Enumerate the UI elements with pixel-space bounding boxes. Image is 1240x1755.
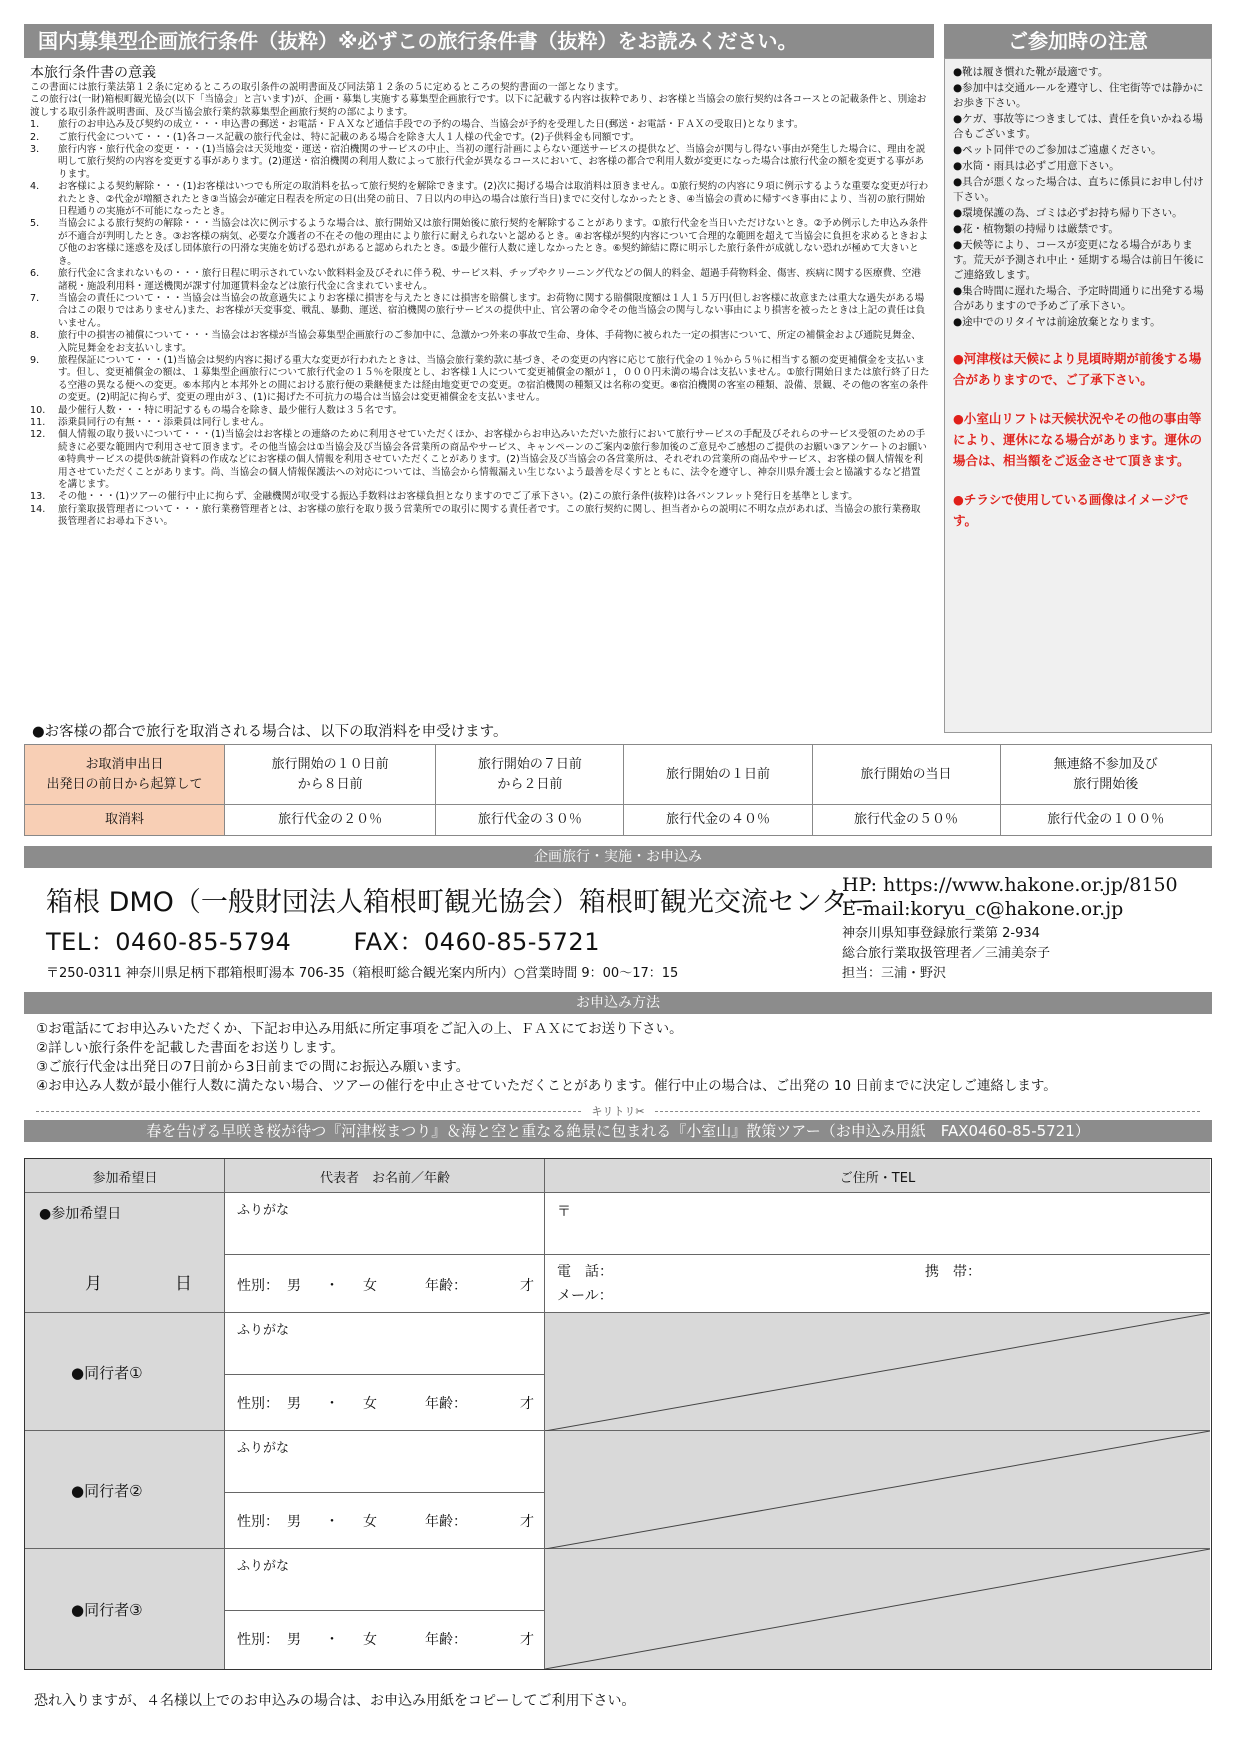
- cancel-caption: ●お客様の都合で旅行を取消される場合は、以下の取消料を申受けます。: [32, 724, 508, 740]
- terms-item-number: 7．: [30, 292, 46, 304]
- rep-sai: 才: [520, 1278, 534, 1294]
- diagonal-strike: [545, 1431, 1210, 1549]
- terms-item-text: 旅行のお申込み及び契約の成立・・・申込書の郵送・お電話・ＦＡＸなど通信手段での予約の場合、当協会が予約を受理した日(郵送・お電話・ＦＡＸの受取日)となります。: [58, 119, 804, 131]
- terms-item-text: 添乗員同行の有無・・・添乗員は同行しません。: [58, 416, 270, 428]
- application-form: [24, 1158, 1212, 1670]
- cancel-fee: 旅行代金の１００％: [1000, 805, 1211, 836]
- companion-female[interactable]: 女: [363, 1514, 377, 1530]
- companion-gender-label: 性別：: [237, 1632, 279, 1648]
- form-head-name-label: 代表者 お名前／年齢: [319, 1171, 450, 1186]
- terms-item-number: 5．: [30, 218, 46, 230]
- note-important: ●小室山リフトは天候状況やその他の事由等により、運休になる場合があります。運休の場合は、相当額をご返金させて頂きます。: [953, 411, 1203, 468]
- cancel-label-head: [25, 745, 225, 805]
- terms-item-text: 旅行代金に含まれないもの・・・旅行日程に明示されていない飲料料金及びそれに伴う税、サービス料、チップやクリーニング代などの個人的料金、超過手荷物料金、傷害、疾病に関する医療費、空港諸税・施設利用料・運送機関が課す付加運賃料金などは旅行代金に含まれていません。: [58, 268, 921, 292]
- rep-gender-age-cell[interactable]: [225, 1255, 545, 1313]
- companion-age-label: 年齢：: [425, 1632, 467, 1648]
- rep-day: 日: [175, 1274, 192, 1294]
- terms-item-number: 3．: [30, 144, 46, 156]
- companion-gender-label: 性別：: [237, 1514, 279, 1530]
- companion-furigana: ふりがな: [237, 1323, 290, 1338]
- companion-label-cell: [25, 1431, 225, 1549]
- cancel-fee: 旅行代金の５０％: [812, 805, 1000, 836]
- cut-line: [36, 1104, 1200, 1118]
- terms-intro-2: この旅行は(一財)箱根町観光協会(以下「当協会」と言います)が、企画・募集し実施する募集型企画旅行です。以下に記載する内容は抜粋であり、お客様と当協会の旅行契約は各コースとの記載条件と、別途お渡しする取引条件説明書面、及び当協会旅行業約款募集型企画旅行契約の部によります。: [30, 94, 927, 118]
- cancel-col-head-2: 旅行開始後: [1073, 776, 1139, 792]
- registration-number: 神奈川県知事登録旅行業第 2-934: [842, 926, 1040, 941]
- notes-panel: [944, 58, 1212, 733]
- notes-header: ご参加時の注意: [944, 24, 1212, 58]
- companion-gender-label: 性別：: [237, 1396, 279, 1412]
- rep-date-label: ●参加希望日: [39, 1206, 122, 1222]
- terms-item-number: 4．: [30, 181, 46, 193]
- cancel-col-head: [225, 745, 436, 805]
- cancel-fee-row: [25, 805, 1212, 836]
- companion-label: ●同行者③: [71, 1601, 143, 1619]
- rep-name-cell[interactable]: [225, 1193, 545, 1255]
- diagonal-strike: [545, 1313, 1210, 1431]
- companion-gender-age-cell[interactable]: [225, 1493, 545, 1549]
- companion-age-label: 年齢：: [425, 1514, 467, 1530]
- terms-item-text: ご旅行代金について・・・(1)各コース記載の旅行代金は、特に記載のある場合を除き大人１人様の代金です。(2)子供料金も同額です。: [58, 131, 640, 143]
- companion-dot: ・: [325, 1632, 339, 1648]
- rep-phone-cell[interactable]: [545, 1255, 1210, 1313]
- companion-name-cell[interactable]: [225, 1549, 545, 1611]
- companion-dot: ・: [325, 1396, 339, 1412]
- rep-mobile-label: 携 帯：: [925, 1264, 981, 1280]
- cancel-fee: 旅行代金の２０％: [225, 805, 436, 836]
- terms-item: [30, 491, 930, 503]
- terms-item: [30, 181, 930, 218]
- cancel-fee: 旅行代金の４０％: [624, 805, 812, 836]
- cancel-col-head: [624, 745, 812, 805]
- cancel-col-head-1: 旅行開始の１日前: [665, 766, 770, 782]
- travel-manager: 総合旅行業取扱管理者／三浦美奈子: [842, 946, 1051, 961]
- companion-address-cell-disabled: [545, 1549, 1210, 1669]
- note-important: ●河津桜は天候により見頃時期が前後する場合がありますので、ご了承下さい。: [953, 351, 1202, 387]
- companion-label: ●同行者①: [71, 1364, 143, 1382]
- cut-label: キリトリ✂: [591, 1105, 645, 1118]
- cancel-col-head-2: から２日前: [497, 776, 563, 792]
- apply-step: ④お申込み人数が最小催行人数に満たない場合、ツアーの催行を中止させていただくことがあります。催行中止の場合は、ご出発の 10 日前までに決定しご連絡します。: [36, 1078, 1057, 1094]
- note-item: ●環境保護の為、ゴミは必ずお持ち帰り下さい。: [953, 207, 1183, 219]
- cancel-col-head-1: 旅行開始の当日: [860, 766, 952, 782]
- rep-male[interactable]: 男: [287, 1278, 301, 1294]
- organizer-registration: [842, 924, 1050, 984]
- terms-item: [30, 330, 930, 355]
- terms-item-number: 10.: [30, 404, 46, 416]
- terms-item-number: 12.: [30, 429, 46, 441]
- rep-gender-label: 性別：: [237, 1278, 279, 1294]
- apply-step: ①お電話にてお申込みいただくか、下記お申込み用紙に所定事項をご記入の上、ＦＡＸにてお送り下さい。: [36, 1021, 683, 1037]
- cancel-label-head-2: 出発日の前日から起算して: [46, 776, 203, 792]
- terms-item: [30, 293, 930, 330]
- terms-item-number: 6．: [30, 268, 46, 280]
- cancel-col-head: [812, 745, 1000, 805]
- terms-item-text: 当協会による旅行契約の解除・・・当協会は次に例示するような場合は、旅行開始又は旅行開始後に旅行契約を解除することがあります。①旅行代金を当日いただけないとき。②予め例示した申込み条件が不適合が判明したとき。③お客様の病気、必要な介護者の不在その他の理由により旅行に耐えられないと認めるとき。④お客様が契約内容について合理的な範囲を超えて当協会に負担を求めるときおよび他のお客様に迷惑を及ぼし団体旅行の円滑な実施を妨げる恐れがあると認められたとき。⑤最少催行人数に達しなかったとき。⑥契約締結に際に明示した旅行条件が成就しない恐れが極めて大きいとき。: [58, 218, 929, 267]
- rep-age-label: 年齢：: [425, 1278, 467, 1294]
- rep-month: 月: [85, 1274, 102, 1294]
- terms-item-text: 旅行中の損害の補償について・・・当協会はお客様が当協会募集型企画旅行のご参加中に、急激かつ外来の事故で生命、身体、手荷物に被られた一定の損害について、所定の補償金および通院見舞金、入院見舞金をお支払いします。: [58, 330, 921, 354]
- cancel-label-head-1: お取消申出日: [85, 756, 164, 772]
- terms-item-number: 2．: [30, 131, 46, 143]
- companion-furigana: ふりがな: [237, 1559, 290, 1574]
- terms-item: [30, 355, 930, 405]
- note-important: ●チラシで使用している画像はイメージです。: [953, 492, 1189, 528]
- companions: [25, 1313, 1210, 1669]
- cancel-col-head-1: 旅行開始の１０日前: [271, 756, 389, 772]
- note-item: ●水筒・雨具は必ずご用意下さい。: [953, 160, 1120, 172]
- organizer-bar: 企画旅行・実施・お申込み: [24, 846, 1212, 868]
- staff: 担当：三浦・野沢: [842, 966, 947, 981]
- terms-item-number: 9．: [30, 354, 46, 366]
- terms-item: [30, 405, 930, 417]
- terms-item: [30, 132, 930, 144]
- form-head-date-label: 参加希望日: [92, 1171, 158, 1186]
- rep-phone-label: 電 話：: [557, 1264, 613, 1280]
- note-item: ●ペット同伴でのご参加はご遠慮ください。: [953, 144, 1162, 156]
- companion-male[interactable]: 男: [287, 1632, 301, 1648]
- terms-item-number: 1．: [30, 119, 46, 131]
- apply-bar: お申込み方法: [24, 992, 1212, 1014]
- terms-intro-1: この書面には旅行業法第１２条に定めるところの取引条件の説明書面及び同法第１２条の５に定めるところの契約書面の一部となります。: [30, 82, 625, 93]
- companion-name-cell[interactable]: [225, 1431, 545, 1493]
- organizer-phone-fax: [46, 922, 600, 957]
- companion-age-label: 年齢：: [425, 1396, 467, 1412]
- notes-red-list: [953, 348, 1205, 531]
- terms-item-number: 13.: [30, 491, 46, 503]
- cancel-col-head: [1000, 745, 1211, 805]
- note-item: ●集合時間に遅れた場合、予定時間通りに出発する場合がありますので予めご了承下さい。: [953, 285, 1204, 312]
- terms-header: 国内募集型企画旅行条件（抜粋）※必ずこの旅行条件書（抜粋）をお読みください。: [24, 24, 934, 58]
- companion-female[interactable]: 女: [363, 1632, 377, 1648]
- cancel-fee: 旅行代金の３０％: [436, 805, 624, 836]
- form-head-address: [545, 1159, 1210, 1193]
- terms-item-text: お客様による契約解除・・・(1)お客様はいつでも所定の取消料を払って旅行契約を解除できます。(2)次に掲げる場合は取消料は頂きません。①旅行契約の内容に９項に例示するような重要な変更が行われたとき、②代金が増額されたとき③当協会が確定日程表を所定の日(出発の前日、７日以内の申込の場合は旅行当日)までに交付しなかったとき、④当協会の責めに帰すべき事由により、当初の旅行開始日程通りの実施が不可能になったとき。: [58, 181, 929, 218]
- companion-furigana: ふりがな: [237, 1441, 290, 1456]
- note-item: ●天候等により、コースが変更になる場合があります。荒天が予測され中止・延期する場合は前日午後にご連絡致します。: [953, 239, 1205, 281]
- cancel-col-head-1: 無連絡不参加及び: [1053, 756, 1158, 772]
- terms-item-text: 当協会の責任について・・・当協会は当協会の故意過失によりお客様に損害を与えたときには損害を賠償します。お荷物に関する賠償限度額は１人１５万円(但しお客様に故意または重大な過失がある場合はこの限りではありません)また、お客様が天変事変、戦乱、暴動、運送、宿泊機関の旅行サービスの提供中止、官公署の命令その他当協会の関与しない事由により損害を被ったときは上記の責任は負いません。: [58, 292, 926, 329]
- cancel-head-row: [25, 745, 1212, 805]
- apply-steps: [36, 1020, 1057, 1096]
- companion-address-cell-disabled: [545, 1431, 1210, 1549]
- cut-dash-right: [655, 1111, 1200, 1112]
- organizer-address: 〒250-0311 神奈川県足柄下郡箱根町湯本 706-35（箱根町総合観光案内所内）○営業時間 9：00～17：15: [46, 966, 679, 981]
- apply-step: ③ご旅行代金は出発日の7日前から3日前までの間にお振込み願います。: [36, 1059, 470, 1075]
- companion-sai: 才: [520, 1514, 534, 1530]
- companion-dot: ・: [325, 1514, 339, 1530]
- terms-item: [30, 218, 930, 268]
- terms-item-number: 11.: [30, 416, 46, 428]
- terms-item: [30, 504, 930, 529]
- apply-step: ②詳しい旅行条件を記載した書面をお送りします。: [36, 1040, 345, 1056]
- diagonal-strike: [545, 1549, 1210, 1669]
- organizer-tel[interactable]: TEL：0460-85-5794: [46, 928, 292, 956]
- form-head-address-label: ご住所・TEL: [839, 1171, 916, 1186]
- companion-gender-age-cell[interactable]: [225, 1611, 545, 1669]
- rep-address-cell[interactable]: [545, 1193, 1210, 1255]
- companion-male[interactable]: 男: [287, 1396, 301, 1412]
- terms-item-text: 旅程保証について・・・(1)当協会は契約内容に掲げる重大な変更が行われたときは、当協会旅行業約款に基づき、その変更の内容に応じて旅行代金の１％から５％に相当する額の変更補償金を支払います。但し、変更補償金の額は、１募集型企画旅行について旅行代金の１５％を限度とし、お客様１人について変更補償金の額が１，０００円未満の場合は支払いません。①旅行開始日または旅行終了日たる空港の異なる便への変更。⑥本邦内と本邦外との間における旅行便の乗継便または経由地変更での変更。⑦宿泊機関の種類又は名称の変更。⑧宿泊機関の客室の種類、設備、景観、その他の客室の条件の変更。(2)明記に拘らず、変更の理由が３、(1)に掲げた不可抗力の場合は当協会は変更補償金を支払いません。: [58, 354, 930, 404]
- terms-item: [30, 268, 930, 293]
- terms-item: [30, 417, 930, 429]
- form-bar: 春を告げる早咲き桜が待つ『河津桜まつり』＆海と空と重なる絶景に包まれる『小室山』散策ツアー（お申込み用紙 FAX0460-85-5721）: [24, 1120, 1212, 1142]
- rep-postal-mark: 〒: [557, 1204, 571, 1220]
- rep-date-cell[interactable]: [25, 1193, 225, 1313]
- terms-item: [30, 144, 930, 181]
- organizer-name: 箱根 DMO（一般財団法人箱根町観光協会）箱根町観光交流センター: [46, 887, 875, 918]
- cancel-label-fee: 取消料: [25, 805, 225, 836]
- companion-label: ●同行者②: [71, 1482, 143, 1500]
- terms-item: [30, 429, 930, 491]
- organizer-fax[interactable]: FAX：0460-85-5721: [353, 928, 600, 956]
- companion-name-cell[interactable]: [225, 1313, 545, 1375]
- terms-item-text: その他・・・(1)ツアーの催行中止に拘らず、金融機関が収受する振込手数料はお客様負担となりますのでご了承下さい。(2)この旅行条件(抜粋)は各パンフレット発行日を基準とします。: [58, 491, 858, 503]
- cut-dash-left: [36, 1111, 581, 1112]
- note-item: ●具合が悪くなった場合は、直ちに係員にお申し付け下さい。: [953, 176, 1204, 203]
- companion-label-cell: [25, 1313, 225, 1431]
- companion-address-cell-disabled: [545, 1313, 1210, 1431]
- terms-item: [30, 119, 930, 131]
- companion-sai: 才: [520, 1396, 534, 1412]
- note-item: ●靴は履き慣れた靴が最適です。: [953, 66, 1109, 78]
- rep-mail-label: メール：: [557, 1288, 613, 1304]
- rep-furigana: ふりがな: [237, 1203, 290, 1218]
- terms-item-text: 個人情報の取り扱いについて・・・(1)当協会はお客様との連絡のために利用させていただくほか、お客様からお申込みいただいた旅行において旅行サービスの手配及びそれらのサービス受領のための手続きに必要な範囲内で利用させて頂きます。その他当協会は①当協会及び当協会各営業所の商品やサービス、キャンペーンのご案内②旅行参加後のご意見やご感想のご提供のお願い③アンケートのお願い④特典サービスの提供⑤統計資料の作成などにお客様の個人情報を利用させていただくことがあります。(2)当協会及び当協会の各営業所は、それぞれの営業所の商品やサービス、お客様の個人情報を利用させていただくことがあります。尚、当協会の個人情報保護法への対応については、当協会から情報漏えい生じないよう最善を尽くすとともに、法令を遵守し、神奈川県弁護士会と協議するなど措置を講じます。: [58, 429, 927, 490]
- companion-sai: 才: [520, 1632, 534, 1648]
- companion-gender-age-cell[interactable]: [225, 1375, 545, 1431]
- note-item: ●花・植物類の持帰りは厳禁です。: [953, 223, 1119, 235]
- terms-body: [30, 64, 930, 674]
- companion-female[interactable]: 女: [363, 1396, 377, 1412]
- note-item: ●参加中は交通ルールを遵守し、住宅街等では静かにお歩き下さい。: [953, 82, 1204, 109]
- organizer-website[interactable]: HP: https://www.hakone.or.jp/8150: [842, 874, 1178, 896]
- terms-item-text: 最少催行人数・・・特に明記するもの場合を除き、最少催行人数は３５名です。: [58, 404, 403, 416]
- cancel-col-head-1: 旅行開始の７日前: [477, 756, 582, 772]
- rep-dot: ・: [325, 1278, 339, 1294]
- note-item: ●途中でのリタイヤは前途放棄となります。: [953, 316, 1161, 328]
- cancel-col-head-2: から８日前: [297, 776, 363, 792]
- terms-items: [30, 119, 930, 528]
- rep-female[interactable]: 女: [363, 1278, 377, 1294]
- note-item: ●ケガ、事故等につきましては、責任を負いかねる場合もございます。: [953, 113, 1203, 140]
- companion-male[interactable]: 男: [287, 1514, 301, 1530]
- terms-title: 本旅行条件書の意義: [30, 65, 156, 81]
- terms-item-number: 8．: [30, 330, 46, 342]
- footer-note: 恐れ入りますが、４名様以上でのお申込みの場合は、お申込み用紙をコピーしてご利用下さい。: [34, 1693, 636, 1709]
- form-head-date: [25, 1159, 225, 1193]
- terms-item-text: 旅行業取扱管理者について・・・旅行業務管理者とは、お客様の旅行を取り扱う営業所での取引に関する責任者です。この旅行契約に関し、担当者からの説明に不明な点があれば、当協会の旅行業務取扱管理者にお尋ね下さい。: [58, 503, 921, 528]
- cancel-table: [24, 744, 1212, 836]
- companion-label-cell: [25, 1549, 225, 1669]
- organizer-email[interactable]: E-mail:koryu_c@hakone.or.jp: [842, 898, 1124, 920]
- terms-item-number: 14.: [30, 503, 46, 515]
- form-head-name: [225, 1159, 545, 1193]
- notes-list: [953, 65, 1205, 330]
- terms-item-text: 旅行内容・旅行代金の変更・・・(1)当協会は天災地変・運送・宿泊機関のサービスの中止、当初の運行計画によらない運送サービスの提供など、当協会が関与し得ない事由が発生した場合に、理由を説明して旅行契約の内容を変更する事があります。(2)運送・宿泊機関の利用人数によって旅行代金が異なるコースにおいて、お客様の都合で利用人数が変更になった場合は旅行代金の額を変更する事があります。: [58, 144, 926, 180]
- cancel-col-head: [436, 745, 624, 805]
